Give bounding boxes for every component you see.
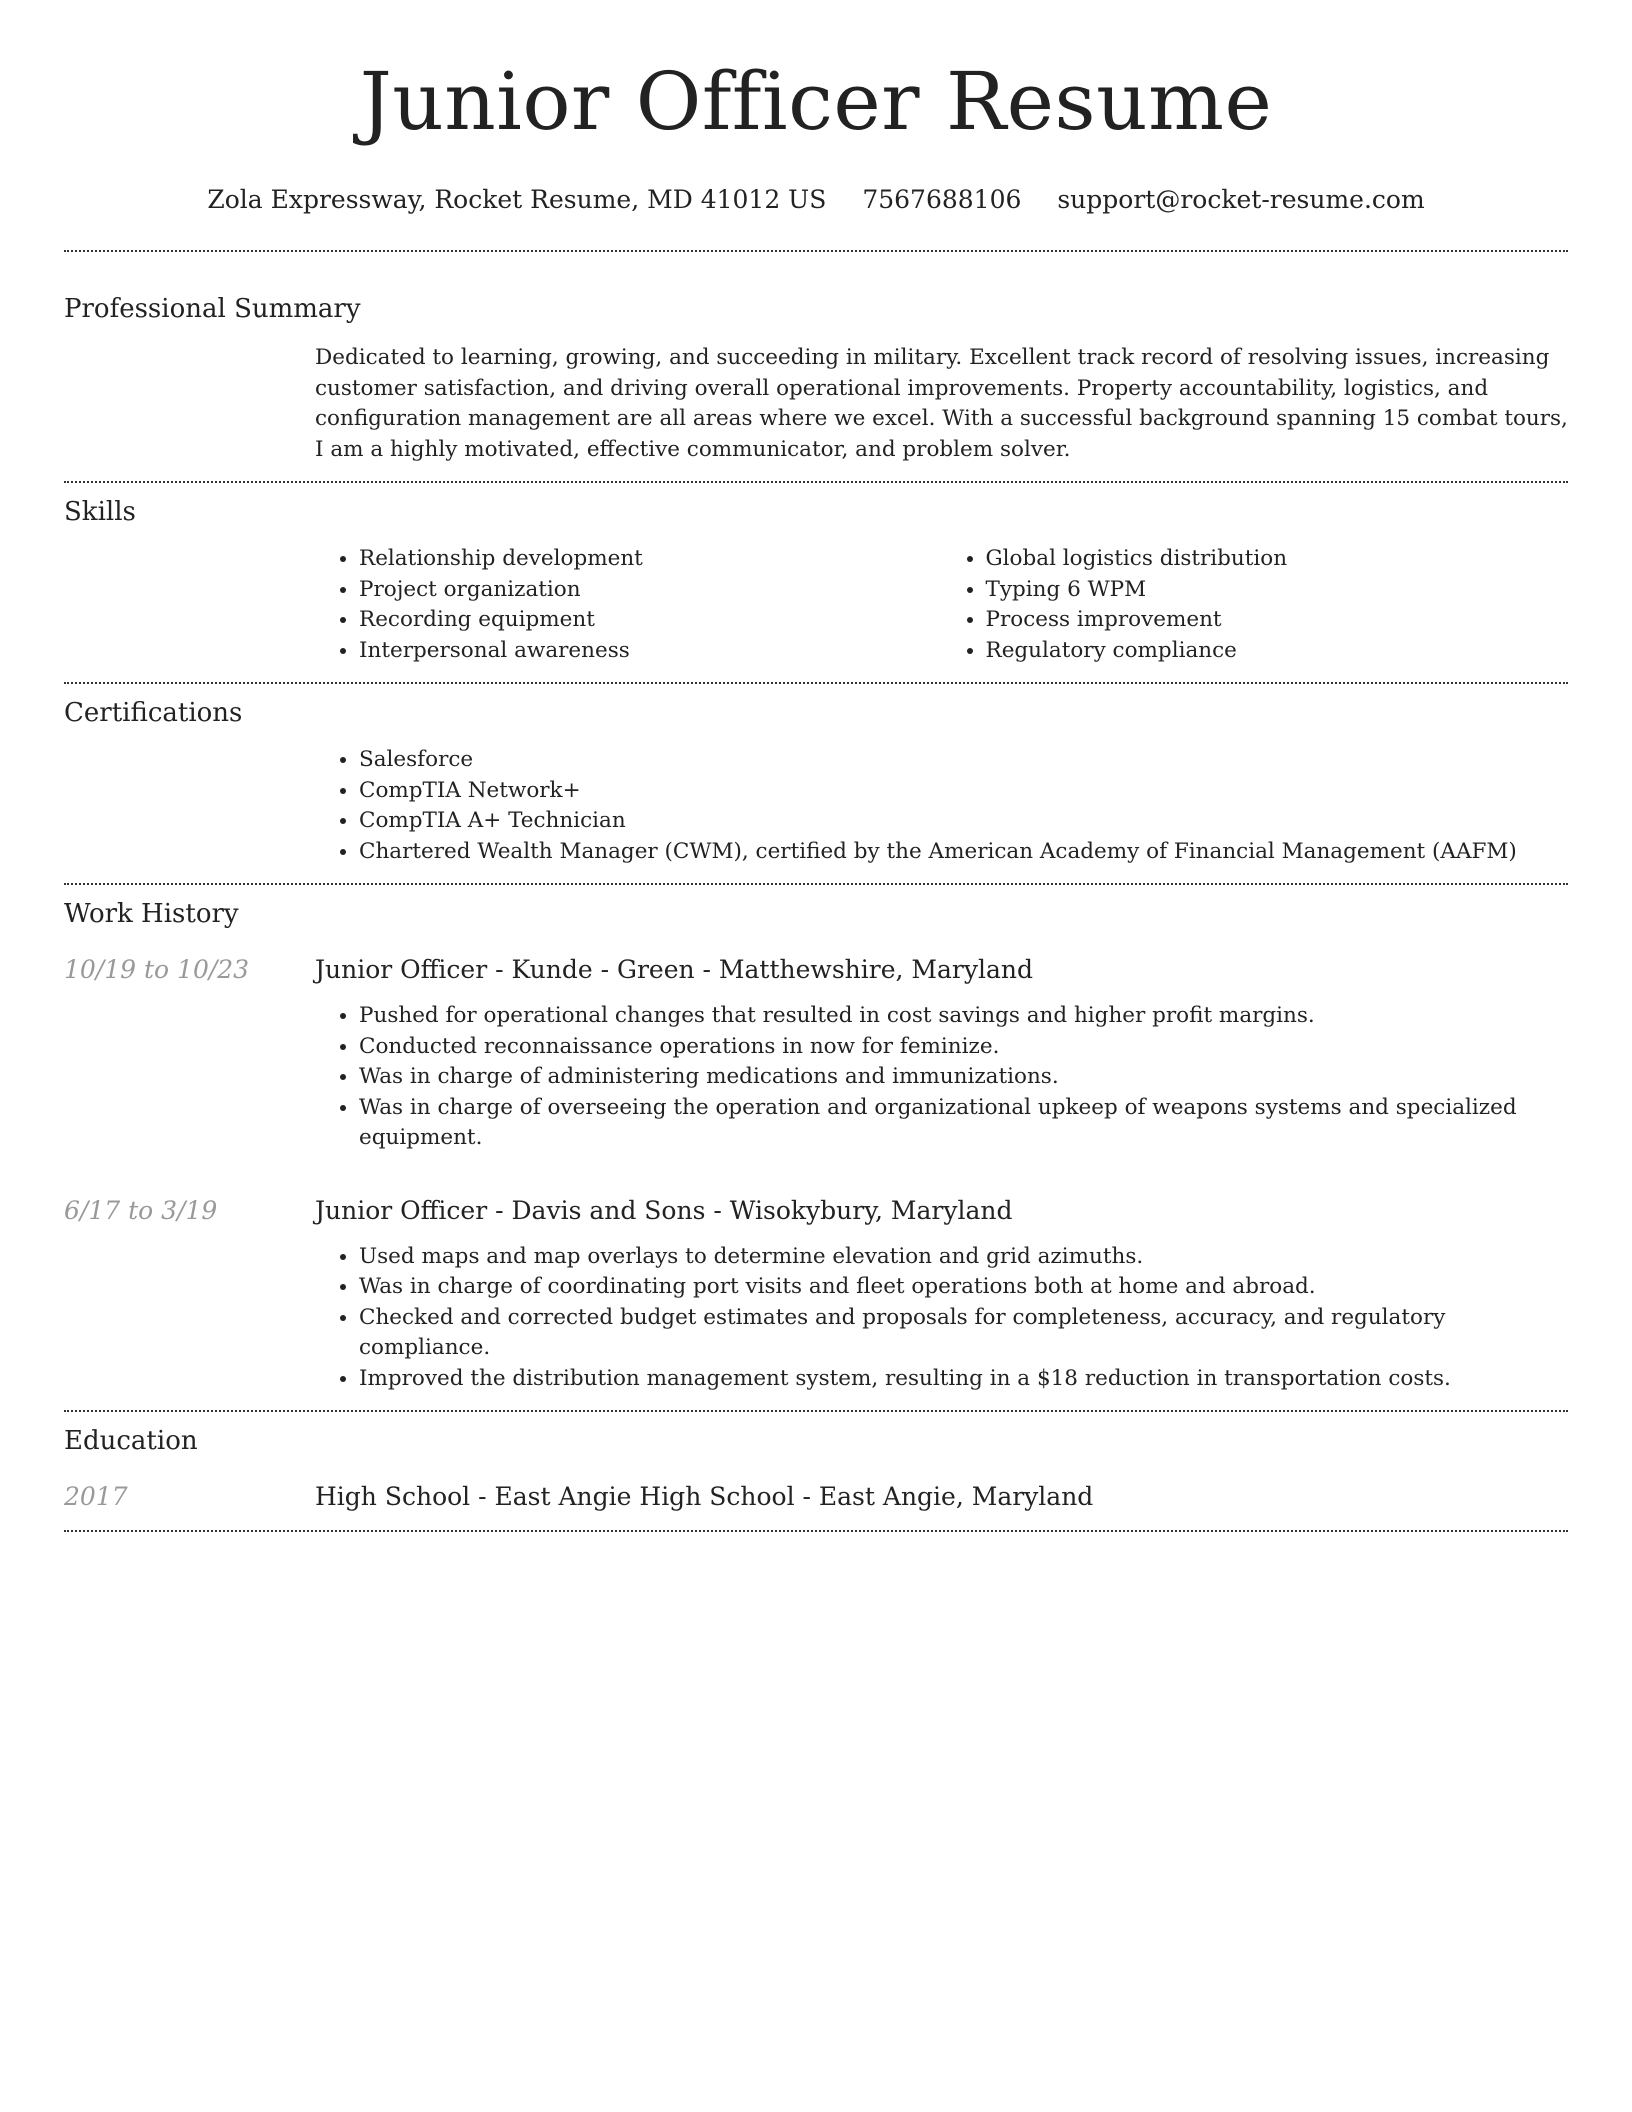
job-bullet: • Was in charge of overseeing the operation and organizational upkeep of weapons systems and specialized equipment.	[359, 1093, 1568, 1154]
skills-list-right	[942, 544, 1569, 666]
certification-item: • Chartered Wealth Manager (CWM), certified by the American Academy of Financial Management (AAFM)	[359, 837, 1568, 868]
job-header	[64, 1194, 1568, 1228]
education-section	[64, 1412, 1568, 1530]
section-heading-certifications: Certifications	[64, 698, 243, 728]
contact-address: Zola Expressway, Rocket Resume, MD 41012 US	[207, 185, 827, 214]
resume-title: Junior Officer Resume	[359, 55, 1273, 148]
job-bullet-list	[315, 1001, 1568, 1154]
skills-grid	[315, 544, 1568, 682]
skill-item: • Relationship development	[359, 544, 942, 575]
education-entry	[64, 1480, 1568, 1530]
job-bullets	[315, 1001, 1568, 1154]
job-dates: 10/19 to 10/23	[64, 955, 250, 984]
contact-line	[64, 184, 1568, 216]
resume-page	[64, 0, 1568, 1532]
section-heading-education: Education	[64, 1426, 198, 1456]
divider	[64, 1530, 1568, 1532]
job-entry	[64, 953, 1568, 1154]
summary-text: Dedicated to learning, growing, and succeeding in military. Excellent track record of resolving issues, increasing customer satisfaction, and driving overall operational improvements. Property accountability, logistics, and configuration management are all areas where we excel. With a successful background spanning 15 combat tours, I am a highly motivated, effective communicator, and problem solver.	[315, 345, 1568, 462]
work-history-section	[64, 885, 1568, 1410]
job-entry	[64, 1194, 1568, 1411]
skill-item: • Typing 6 WPM	[986, 575, 1569, 606]
job-bullet: • Was in charge of coordinating port visits and fleet operations both at home and abroad.	[359, 1272, 1568, 1303]
job-bullet: • Conducted reconnaissance operations in now for feminize.	[359, 1032, 1568, 1063]
section-heading-summary: Professional Summary	[64, 294, 361, 324]
skill-item: • Process improvement	[986, 605, 1569, 636]
skills-list-left	[315, 544, 942, 666]
certifications-body	[315, 745, 1568, 883]
skill-item: • Recording equipment	[359, 605, 942, 636]
skill-item: • Interpersonal awareness	[359, 636, 942, 667]
skill-item: • Global logistics distribution	[986, 544, 1569, 575]
certifications-list	[315, 745, 1568, 867]
skills-section	[64, 483, 1568, 682]
job-bullet: • Pushed for operational changes that resulted in cost savings and higher profit margins.	[359, 1001, 1568, 1032]
job-bullet: • Was in charge of administering medications and immunizations.	[359, 1062, 1568, 1093]
certification-item: • CompTIA Network+	[359, 776, 1568, 807]
education-school: High School - East Angie High School - East Angie, Maryland	[315, 1482, 1094, 1511]
contact-phone: 7567688106	[862, 185, 1022, 214]
education-year: 2017	[64, 1482, 128, 1511]
certification-item: • CompTIA A+ Technician	[359, 806, 1568, 837]
job-dates: 6/17 to 3/19	[64, 1195, 218, 1225]
certifications-section	[64, 684, 1568, 883]
job-header	[64, 953, 1568, 987]
job-bullet: • Used maps and map overlays to determine elevation and grid azimuths.	[359, 1242, 1568, 1273]
job-bullet: • Checked and corrected budget estimates and proposals for completeness, accuracy, and regulatory compliance.	[359, 1303, 1568, 1364]
skill-item: • Project organization	[359, 575, 942, 606]
skill-item: • Regulatory compliance	[986, 636, 1569, 667]
job-title: Junior Officer - Kunde - Green - Matthewshire, Maryland	[315, 955, 1033, 984]
contact-email: support@rocket-resume.com	[1057, 185, 1425, 214]
job-bullets	[315, 1242, 1568, 1411]
section-heading-work-history: Work History	[64, 899, 239, 929]
job-bullet: • Improved the distribution management system, resulting in a $18 reduction in transportation costs.	[359, 1364, 1568, 1395]
summary-section	[64, 252, 1568, 481]
job-title: Junior Officer - Davis and Sons - Wisokybury, Maryland	[315, 1195, 1013, 1225]
job-bullet-list	[315, 1242, 1568, 1395]
section-heading-skills: Skills	[64, 497, 136, 527]
certification-item: • Salesforce	[359, 745, 1568, 776]
